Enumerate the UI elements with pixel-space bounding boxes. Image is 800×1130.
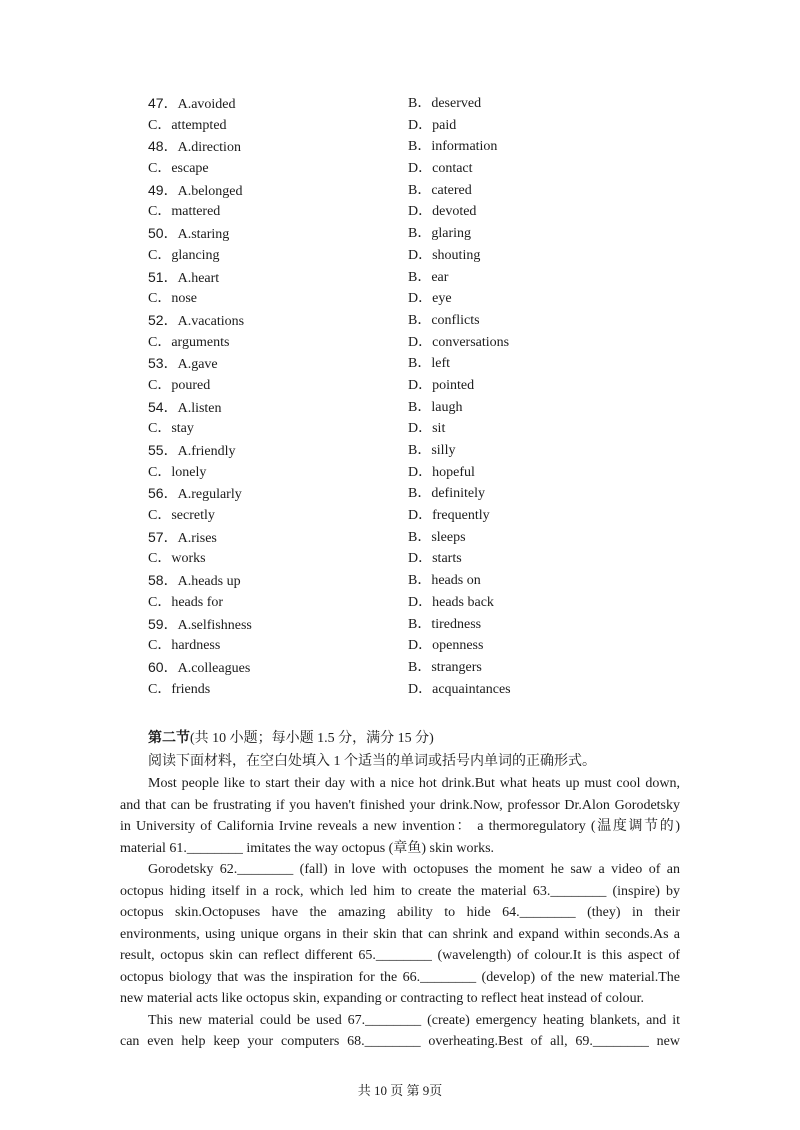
question-47-option-b: B．deserved: [408, 96, 482, 111]
question-53-option-a: A.gave: [177, 357, 218, 373]
passage-line: new material acts like octopus skin, expanding or contracting to reflect heat instead of colour.: [120, 991, 645, 1006]
passage-line: material 61.________ imitates the way octopus (章鱼) skin works.: [120, 840, 495, 856]
question-59-option-d: D．openness: [408, 638, 484, 654]
passage-line: Most people like to start their day with a nice hot drink.But what heats up must cool down,: [148, 776, 680, 791]
question-59-left: [148, 614, 252, 637]
question-48-left: [148, 136, 241, 159]
page-footer: 共 10 页 第 9页: [357, 1083, 443, 1098]
question-51-option-c: C．nose: [148, 291, 197, 307]
passage-line: Gorodetsky 62.________ (fall) in love with octopuses the moment he saw a video of an: [148, 862, 680, 877]
question-55-option-b: B．silly: [408, 443, 456, 458]
question-58-option-a: A.heads up: [177, 574, 241, 590]
question-50-row-ab: [148, 223, 708, 245]
question-57-option-a: A.rises: [177, 530, 217, 546]
question-60-option-b: B．strangers: [408, 659, 482, 675]
question-60-number: 60．: [148, 658, 178, 675]
question-52-option-c: C．arguments: [148, 334, 230, 350]
question-51-left: [148, 267, 219, 290]
question-56-number: 56．: [148, 485, 178, 502]
question-54-row-ab: [148, 397, 708, 419]
question-49-option-c: C．mattered: [148, 204, 221, 220]
question-49-row-cd: [148, 201, 708, 223]
question-53-number: 53．: [148, 355, 178, 372]
question-48-option-a: A.direction: [177, 140, 241, 156]
question-50-row-cd: [148, 245, 708, 267]
question-59-option-c: C．hardness: [148, 638, 221, 654]
question-52-option-d: D．conversations: [408, 334, 510, 350]
section-2-scoring: (共 10 小题；每小题 1.5 分，满分 15 分): [190, 731, 434, 746]
multiple-choice-options: [148, 93, 708, 700]
passage-line: octopus biology that was the inspiration for the 66.________ (develop) of the new material.The: [120, 969, 680, 985]
question-53-row-ab: [148, 353, 708, 375]
question-51-option-b: B．ear: [408, 269, 449, 285]
question-48-option-d: D．contact: [408, 161, 473, 177]
question-57-row-ab: [148, 527, 708, 549]
question-58-number: 58．: [148, 572, 178, 589]
question-60-row-ab: [148, 657, 708, 679]
passage-line: result, octopus skin can reflect different 65.________ (wavelength) of colour.It is this aspect of: [120, 948, 680, 963]
question-60-left: [148, 657, 250, 680]
question-58-row-cd: [148, 592, 708, 614]
section-2-instruction: 阅读下面材料，在空白处填入 1 个适当的单词或括号内单词的正确形式。: [148, 754, 596, 769]
question-60-option-d: D．acquaintances: [408, 681, 511, 697]
question-54-option-a: A.listen: [177, 400, 222, 416]
question-52-row-ab: [148, 310, 708, 332]
question-48-option-b: B．information: [408, 139, 498, 155]
question-53-option-c: C．poured: [148, 377, 211, 393]
question-47-row-ab: [148, 93, 708, 115]
question-58-row-ab: [148, 570, 708, 592]
question-47-option-a: A.avoided: [177, 97, 236, 112]
question-55-row-ab: [148, 440, 708, 462]
question-51-row-cd: [148, 288, 708, 310]
reading-passage: [120, 773, 680, 1053]
question-51-number: 51．: [148, 268, 178, 285]
question-54-option-b: B．laugh: [408, 399, 463, 415]
question-49-option-d: D．devoted: [408, 204, 477, 220]
question-54-number: 54．: [148, 398, 178, 415]
question-47-option-c: C．attempted: [148, 117, 227, 133]
question-60-option-a: A.colleagues: [177, 660, 251, 676]
question-56-option-b: B．definitely: [408, 486, 485, 502]
question-55-option-c: C．lonely: [148, 464, 207, 480]
question-47-option-d: D．paid: [408, 117, 457, 133]
question-50-number: 50．: [148, 225, 178, 242]
question-60-option-c: C．friends: [148, 681, 211, 697]
passage-line: in University of California Irvine reveals a new invention： a thermoregulatory (温度调节的): [120, 819, 680, 834]
question-51-option-a: A.heart: [177, 270, 220, 286]
question-54-option-c: C．stay: [148, 421, 194, 437]
question-59-option-b: B．tiredness: [408, 616, 482, 632]
question-52-option-b: B．conflicts: [408, 312, 480, 328]
question-60-row-cd: [148, 679, 708, 701]
passage-line: This new material could be used 67.________ (create) emergency heating blankets, and it: [148, 1012, 680, 1028]
question-50-option-a: A.staring: [177, 227, 230, 243]
question-59-option-a: A.selfishness: [177, 617, 252, 633]
question-56-left: [148, 483, 242, 506]
question-47-left: [148, 93, 236, 116]
question-55-row-cd: [148, 462, 708, 484]
section-2-heading: [148, 728, 434, 750]
question-54-option-d: D．sit: [408, 421, 446, 437]
question-54-left: [148, 397, 222, 420]
question-58-option-c: C．heads for: [148, 594, 224, 610]
question-47-number: 47．: [148, 95, 178, 111]
question-59-number: 59．: [148, 615, 178, 632]
question-51-option-d: D．eye: [408, 291, 452, 307]
question-53-row-cd: [148, 375, 708, 397]
question-56-row-ab: [148, 483, 708, 505]
question-49-option-a: A.belonged: [177, 183, 243, 199]
question-54-row-cd: [148, 418, 708, 440]
question-50-option-c: C．glancing: [148, 247, 220, 263]
question-59-row-ab: [148, 614, 708, 636]
question-57-option-d: D．starts: [408, 551, 462, 567]
question-56-option-c: C．secretly: [148, 508, 215, 524]
question-48-row-cd: [148, 158, 708, 180]
question-50-option-d: D．shouting: [408, 247, 481, 263]
question-51-row-ab: [148, 267, 708, 289]
question-55-option-a: A.friendly: [177, 444, 236, 459]
question-52-number: 52．: [148, 311, 178, 328]
question-56-row-cd: [148, 505, 708, 527]
question-57-left: [148, 527, 217, 550]
question-57-row-cd: [148, 548, 708, 570]
question-57-option-b: B．sleeps: [408, 529, 466, 545]
question-49-option-b: B．catered: [408, 182, 472, 198]
passage-line: environments, using unique organs in their skin that can shrink and expand within seconds.As a: [120, 926, 680, 942]
question-53-left: [148, 353, 218, 376]
question-52-row-cd: [148, 332, 708, 354]
question-50-left: [148, 223, 229, 246]
question-52-left: [148, 310, 244, 333]
question-58-option-b: B．heads on: [408, 573, 481, 589]
section-2-title: 第二节: [148, 731, 190, 746]
question-56-option-d: D．frequently: [408, 508, 490, 524]
passage-line: octopus hiding itself in a rock, which led him to create the material 63.________ (inspire) by: [120, 883, 680, 899]
question-55-left: [148, 440, 236, 463]
question-55-option-d: D．hopeful: [408, 464, 475, 480]
question-57-number: 57．: [148, 528, 178, 545]
question-55-number: 55．: [148, 442, 178, 458]
question-49-row-ab: [148, 180, 708, 202]
question-49-left: [148, 180, 243, 203]
passage-line: can even help keep your computers 68.________ overheating.Best of all, 69.________ new: [120, 1034, 680, 1049]
question-48-row-ab: [148, 136, 708, 158]
question-57-option-c: C．works: [148, 551, 206, 567]
question-59-row-cd: [148, 635, 708, 657]
question-58-option-d: D．heads back: [408, 594, 494, 610]
question-50-option-b: B．glaring: [408, 226, 471, 242]
question-56-option-a: A.regularly: [177, 487, 242, 503]
question-48-option-c: C．escape: [148, 161, 209, 177]
question-47-row-cd: [148, 115, 708, 137]
question-58-left: [148, 570, 241, 593]
question-49-number: 49．: [148, 181, 178, 198]
question-52-option-a: A.vacations: [177, 313, 245, 329]
question-53-option-b: B．left: [408, 356, 450, 372]
question-48-number: 48．: [148, 138, 178, 155]
question-53-option-d: D．pointed: [408, 377, 475, 393]
passage-line: and that can be frustrating if you haven't finished your drink.Now, professor Dr.Alon Gorodetsky: [120, 797, 680, 813]
passage-line: octopus skin.Octopuses have the amazing ability to hide 64.________ (they) in their: [120, 905, 680, 920]
